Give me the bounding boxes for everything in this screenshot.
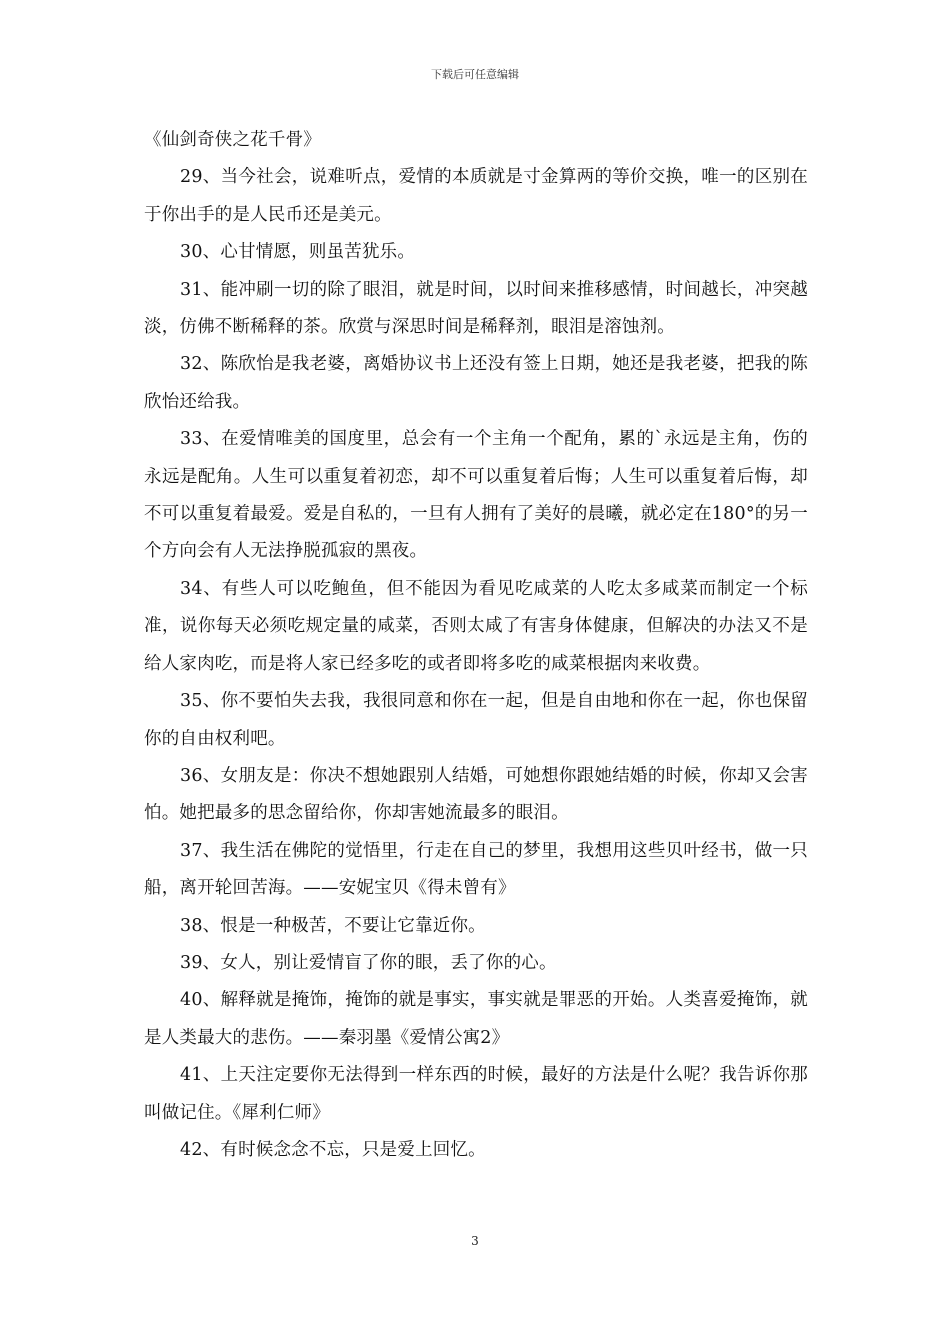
page-number: 3 [471, 1234, 479, 1248]
paragraph: 41、上天注定要你无法得到一样东西的时候，最好的方法是什么呢？我告诉你那叫做记住。《犀利仁师》 [144, 1065, 808, 1123]
paragraph: 30、心甘情愿，则虽苦犹乐。 [180, 242, 416, 263]
paragraph: 32、陈欣怡是我老婆，离婚协议书上还没有签上日期，她还是我老婆，把我的陈欣怡还给我。 [144, 354, 808, 412]
paragraph: 31、能冲刷一切的除了眼泪，就是时间，以时间来推移感情，时间越长，冲突越淡，仿佛不断稀释的茶。欣赏与深思时间是稀释剂，眼泪是溶蚀剂。 [144, 279, 808, 338]
paragraph: 40、解释就是掩饰，掩饰的就是事实，事实就是罪恶的开始。人类喜爱掩饰，就是人类最大的悲伤。——秦羽墨《爱情公寓2》 [144, 990, 808, 1048]
paragraph: 34、有些人可以吃鲍鱼，但不能因为看见吃咸菜的人吃太多咸菜而制定一个标准，说你每天必须吃规定量的咸菜，否则太咸了有害身体健康，但解决的办法又不是给人家肉吃，而是将人家已经多吃的或者即将多吃的咸菜根据肉来收费。 [144, 578, 808, 674]
paragraph: 37、我生活在佛陀的觉悟里，行走在自己的梦里，我想用这些贝叶经书，做一只船，离开轮回苦海。——安妮宝贝《得未曾有》 [144, 840, 808, 899]
body-text [144, 122, 808, 1169]
page-header: 下载后可任意编辑 [431, 68, 519, 81]
paragraph: 38、恨是一种极苦，不要让它靠近你。 [180, 915, 486, 936]
paragraph: 29、当今社会，说难听点，爱情的本质就是寸金算两的等价交换，唯一的区别在于你出手的是人民币还是美元。 [144, 167, 808, 225]
paragraph: 33、在爱情唯美的国度里，总会有一个主角一个配角，累的`永远是主角，伤的永远是配角。人生可以重复着初恋，却不可以重复着后悔；人生可以重复着后悔，却不可以重复着最爱。爱是自私的，一旦有人拥有了美好的晨曦，就必定在180°的另一个方向会有人无法挣脱孤寂的黑夜。 [144, 429, 808, 562]
paragraph: 39、女人，别让爱情盲了你的眼，丢了你的心。 [180, 952, 557, 973]
paragraph: 《仙剑奇侠之花千骨》 [144, 130, 321, 150]
paragraph: 42、有时候念念不忘，只是爱上回忆。 [180, 1139, 486, 1160]
paragraph: 36、女朋友是：你决不想她跟别人结婚，可她想你跟她结婚的时候，你却又会害怕。她把最多的思念留给你，你却害她流最多的眼泪。 [144, 765, 808, 824]
paragraph: 35、你不要怕失去我，我很同意和你在一起，但是自由地和你在一起，你也保留你的自由权利吧。 [144, 691, 808, 749]
